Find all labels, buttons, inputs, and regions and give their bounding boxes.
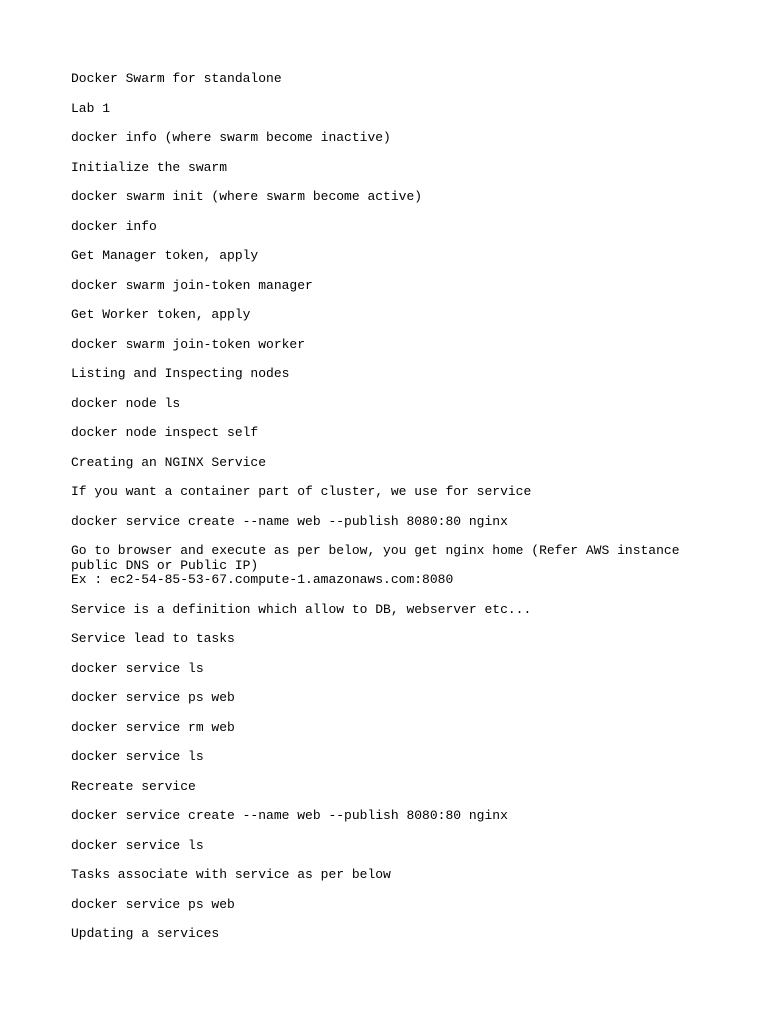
text-line: docker service ls bbox=[71, 837, 204, 853]
text-line: docker swarm join-token manager bbox=[71, 277, 313, 293]
text-line: Initialize the swarm bbox=[71, 159, 228, 175]
text-line: docker info bbox=[71, 218, 157, 234]
text-line: docker service rm web bbox=[71, 719, 235, 735]
text-line: Service is a definition which allow to DB, webserver etc... bbox=[71, 601, 532, 617]
lab-heading: Lab 1 bbox=[71, 100, 111, 116]
text-line: docker service ls bbox=[71, 660, 204, 676]
text-line: docker service ls bbox=[71, 749, 204, 765]
text-line: Get Worker token, apply bbox=[71, 307, 251, 322]
text-line: Listing and Inspecting nodes bbox=[71, 366, 290, 381]
text-line: Go to browser and execute as per below, you get nginx home (Refer AWS instance public DNS or Public IP) Ex : ec2-54-85-53-67.compute-1.amazonaws.com:8080 bbox=[71, 543, 680, 588]
text-line: docker info (where swarm become inactive) bbox=[71, 130, 391, 145]
text-line: docker swarm init (where swarm become active) bbox=[71, 189, 423, 204]
text-line: Service lead to tasks bbox=[71, 631, 235, 647]
text-line: docker node ls bbox=[71, 395, 181, 411]
text-line: docker service create --name web --publish 8080:80 nginx bbox=[71, 808, 508, 824]
text-line: If you want a container part of cluster, we use for service bbox=[71, 484, 532, 499]
text-line: Tasks associate with service as per below bbox=[71, 867, 391, 883]
text-line: docker service create --name web --publish 8080:80 nginx bbox=[71, 513, 508, 529]
text-line: docker node inspect self bbox=[71, 425, 259, 440]
text-line: Creating an NGINX Service bbox=[71, 454, 267, 470]
text-line: docker service ps web bbox=[71, 896, 235, 912]
text-line: docker service ps web bbox=[71, 690, 235, 706]
text-line: Recreate service bbox=[71, 778, 196, 794]
text-line: Updating a services bbox=[71, 926, 220, 942]
text-line: docker swarm join-token worker bbox=[71, 336, 306, 352]
text-line: Get Manager token, apply bbox=[71, 248, 259, 263]
document-body bbox=[71, 72, 711, 957]
document-title: Docker Swarm for standalone bbox=[71, 71, 282, 86]
